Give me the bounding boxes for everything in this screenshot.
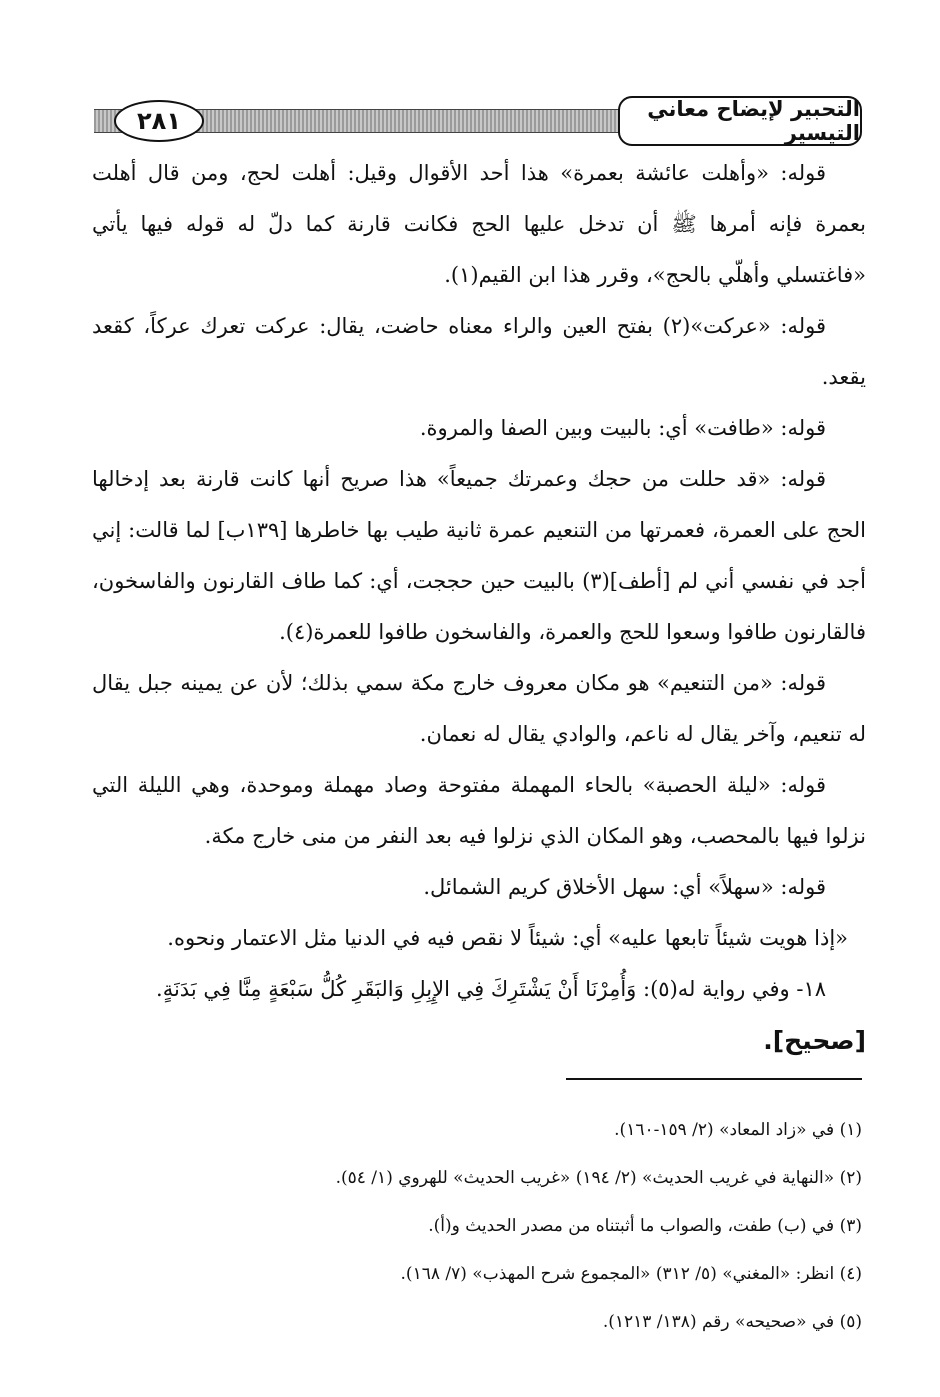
paragraph-3: قوله: «طافت» أي: بالبيت وبين الصفا والمروة. [419,416,826,440]
footnote-1: (١) في «زاد المعاد» (٢/ ١٥٩-١٦٠). [614,1120,862,1140]
page-number: ٢٨١ [114,100,204,142]
book-title: التحبير لإيضاح معاني التيسير [618,96,862,146]
paragraph-8: «إذا هويت شيئاً تابعها عليه» أي: شيئاً لا نقص فيه في الدنيا مثل الاعتمار ونحوه. [167,926,848,950]
hadith-18: ١٨- وفي رواية له(٥): وَأُمِرْنَا أَنْ يَشْتَرِكَ فِي الإِبِلِ وَالبَقَرِ كُلُّ سَبْعَةٍ مِنَّا فِي بَدَنَةٍ. [156,977,826,1001]
footnote-2: (٢) «النهاية في غريب الحديث» (٢/ ١٩٤) «غريب الحديث» للهروي (١/ ٥٤). [335,1168,862,1188]
running-header [94,96,862,146]
paragraph-1: قوله: «وأهلت عائشة بعمرة» هذا أحد الأقوال وقيل: أهلت لحج، ومن قال أهلت بعمرة فإنه أمرها ﷺ أن تدخل عليها الحج فكانت قارنة كما دلّ له قوله فيها يأتي «فاغتسلي وأهلّي بالحج»، وقرر هذا ابن القيم(١). [92,161,866,287]
paragraph-2: قوله: «عركت»(٢) بفتح العين والراء معناه حاضت، يقال: عركت تعرك عركاً، كقعد يقعد. [92,314,866,389]
main-text [92,148,866,1066]
paragraph-7: قوله: «سهلاً» أي: سهل الأخلاق كريم الشمائل. [423,875,826,899]
footnotes [92,1106,866,1346]
paragraph-6: قوله: «ليلة الحصبة» بالحاء المهملة مفتوحة وصاد مهملة وموحدة، وهي الليلة التي نزلوا فيها بالمحصب، وهو المكان الذي نزلوا فيه بعد النفر من منى خارج مكة. [92,773,866,848]
paragraph-5: قوله: «من التنعيم» هو مكان معروف خارج مكة سمي بذلك؛ لأن عن يمينه جبل يقال له تنعيم، وآخر يقال له ناعم، والوادي يقال له نعمان. [92,671,866,746]
footnote-separator [566,1078,862,1080]
footnote-4: (٤) انظر: «المغني» (٥/ ٣١٢) «المجموع شرح المهذب» (٧/ ١٦٨). [400,1264,862,1284]
paragraph-4: قوله: «قد حللت من حجك وعمرتك جميعاً» هذا صريح أنها كانت قارنة بعد إدخالها الحج على العمرة، فعمرتها من التنعيم عمرة ثانية طيب بها خاطرها [١٣٩ب] لما قالت: إني أجد في نفسي أني لم [أطف](٣) بالبيت حين حججت، أي: كما طاف القارنون والفاسخون، فالقارنون طافوا وسعوا للحج والعمرة، والفاسخون طافوا للعمرة(٤). [92,467,867,644]
footnote-3: (٣) في (ب) طفت، والصواب ما أثبتناه من مصدر الحديث و(أ). [428,1216,862,1236]
hadith-grade: [صحيح]. [763,1026,866,1055]
footnote-5: (٥) في «صحيحه» رقم (١٣٨/ ١٢١٣). [602,1312,862,1332]
